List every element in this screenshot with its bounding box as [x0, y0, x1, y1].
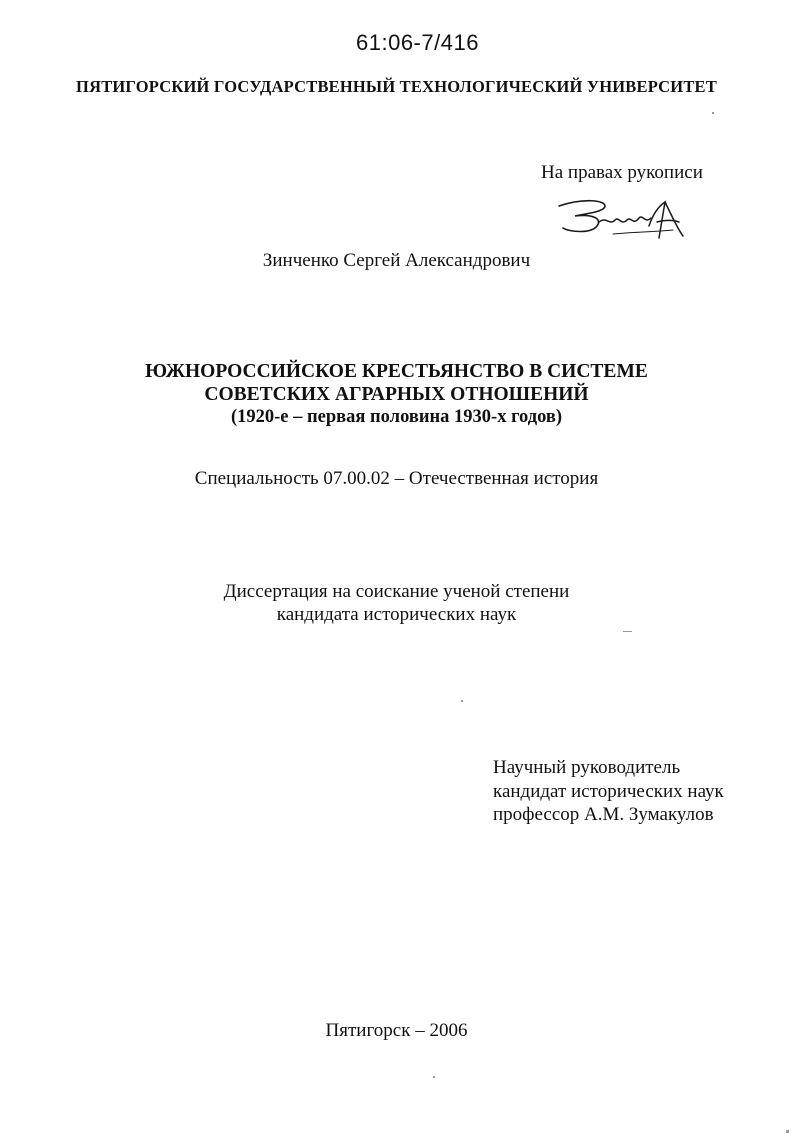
handwritten-signature — [553, 192, 693, 244]
catalog-code: 61:06-7/416 — [356, 30, 479, 55]
supervisor-line-3: профессор А.М. Зумакулов — [493, 804, 714, 825]
supervisor-line-1: Научный руководитель — [493, 757, 681, 778]
specialty: Специальность 07.00.02 – Отечественная история — [194, 468, 599, 489]
title-line-2: СОВЕТСКИХ АГРАРНЫХ ОТНОШЕНИЙ — [204, 384, 589, 405]
degree-line-2: кандидата исторических наук — [276, 604, 517, 625]
scan-speck — [712, 112, 714, 114]
degree-statement — [0, 580, 793, 626]
dissertation-title — [0, 360, 793, 429]
university-name: ПЯТИГОРСКИЙ ГОСУДАРСТВЕННЫЙ ТЕХНОЛОГИЧЕСКИЙ УНИВЕРСИТЕТ — [76, 77, 717, 96]
city-year: Пятигорск – 2006 — [325, 1020, 468, 1041]
scan-speck — [786, 1130, 789, 1133]
manuscript-note: На правах рукописи — [541, 162, 703, 183]
supervisor-block — [493, 756, 724, 827]
scan-speck — [623, 631, 632, 632]
degree-line-1: Диссертация на соискание ученой степени — [223, 581, 570, 602]
scan-speck — [433, 1076, 435, 1078]
author-name: Зинченко Сергей Александрович — [262, 250, 531, 271]
scan-speck — [461, 700, 463, 702]
title-line-1: ЮЖНОРОССИЙСКОЕ КРЕСТЬЯНСТВО В СИСТЕМЕ — [145, 361, 648, 382]
supervisor-line-2: кандидат исторических наук — [493, 780, 724, 802]
title-line-3: (1920-е – первая половина 1930-х годов) — [230, 407, 563, 427]
